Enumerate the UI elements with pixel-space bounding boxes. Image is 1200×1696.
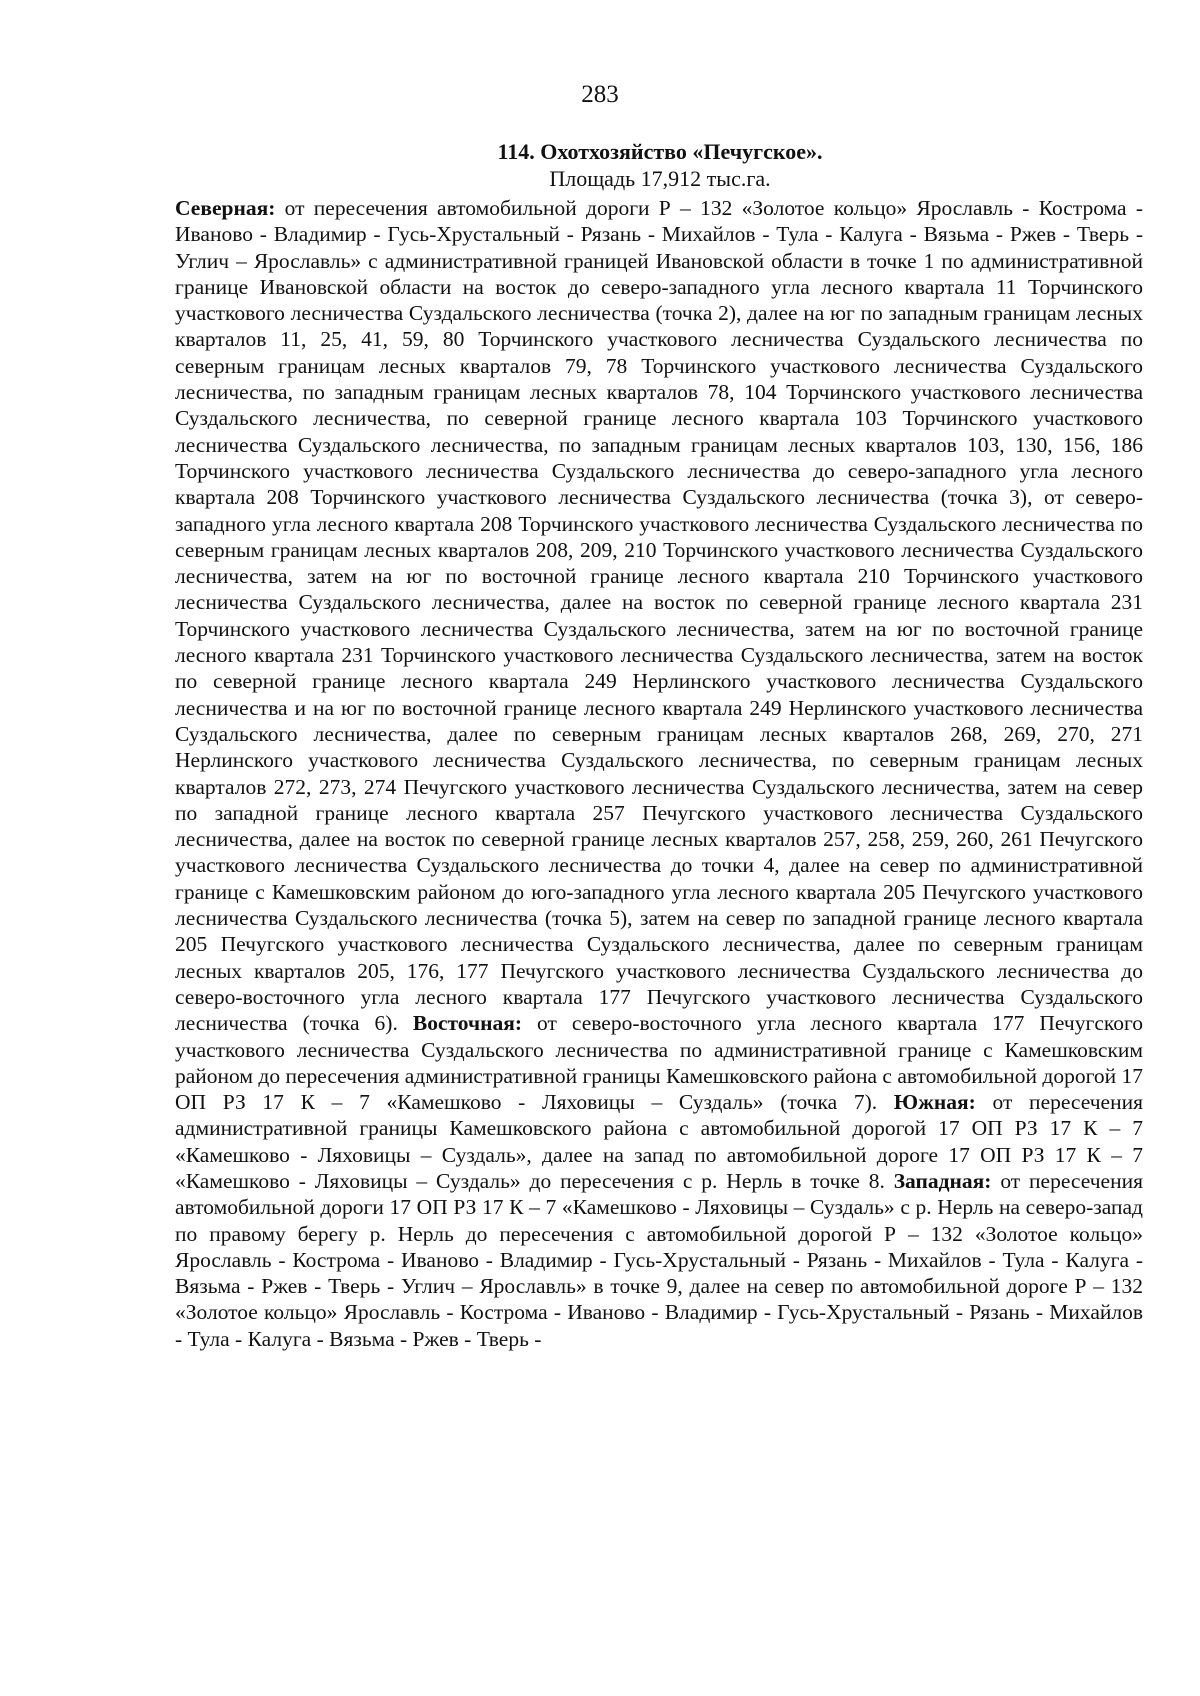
boundary-description bbox=[175, 195, 1143, 1352]
north-text: от пересечения автомобильной дороги Р – 132 «Золотое кольцо» Ярославль - Кострома - Иваново - Владимир - Гусь-Хрустальный - Рязань - Михайлов - Тула - Калуга - Вязьма - Ржев - Тверь - Углич – Ярославль» с административной границей Ивановской области в точке 1 по административной границе Ивановской области на восток до северо-западного угла лесного квартала 11 Торчинского участкового лесничества Суздальского лесничества (точка 2), далее на юг по западным границам лесных кварталов 11, 25, 41, 59, 80 Торчинского участкового лесничества Суздальского лесничества по северным границам лесных кварталов 79, 78 Торчинского участкового лесничества Суздальского лесничества, по западным границам лесных кварталов 78, 104 Торчинского участкового лесничества Суздальского лесничества, по северной границе лесного квартала 103 Торчинского участкового лесничества Суздальского лесничества, по западным границам лесных кварталов 103, 130, 156, 186 Торчинского участкового лесничества Суздальского лесничества до северо-западного угла лесного квартала 208 Торчинского участкового лесничества Суздальского лесничества (точка 3), от северо-западного угла лесного квартала 208 Торчинского участкового лесничества Суздальского лесничества по северным границам лесных кварталов 208, 209, 210 Торчинского участкового лесничества Суздальского лесничества, затем на юг по восточной границе лесного квартала 210 Торчинского участкового лесничества Суздальского лесничества, далее на восток по северной границе лесного квартала 231 Торчинского участкового лесничества Суздальского лесничества, затем на юг по восточной границе лесного квартала 231 Торчинского участкового лесничества Суздальского лесничества, затем на восток по северной границе лесного квартала 249 Нерлинского участкового лесничества Суздальского лесничества и на юг по восточной границе лесного квартала 249 Нерлинского участкового лесничества Суздальского лесничества, далее по северным границам лесных кварталов 268, 269, 270, 271 Нерлинского участкового лесничества Суздальского лесничества, по северным границам лесных кварталов 272, 273, 274 Печугского участкового лесничества Суздальского лесничества, затем на север по западной границе лесного квартала 257 Печугского участкового лесничества Суздальского лесничества, далее на восток по северной границе лесных кварталов 257, 258, 259, 260, 261 Печугского участкового лесничества Суздальского лесничества до точки 4, далее на север по административной границе с Камешковским районом до юго-западного угла лесного квартала 205 Печугского участкового лесничества Суздальского лесничества (точка 5), затем на север по западной границе лесного квартала 205 Печугского участкового лесничества Суздальского лесничества, далее по северным границам лесных кварталов 205, 176, 177 Печугского участкового лесничества Суздальского лесничества до северо-восточного угла лесного квартала 177 Печугского участкового лесничества Суздальского лесничества (точка 6). bbox=[175, 196, 1143, 1036]
page-number: 283 bbox=[581, 81, 619, 108]
area-line: Площадь 17,912 тыс.га. bbox=[549, 166, 771, 191]
east-text: от северо-восточного угла лесного квартала 177 Печугского участкового лесничества Суздальского лесничества по административной границе с Камешковским районом до пересечения административной границы Камешковского района с автомобильной дорогой 17 ОП РЗ 17 К – 7 «Камешково - Ляховицы – Суздаль» (точка 7). bbox=[175, 1011, 1144, 1115]
east-label: Восточная: bbox=[412, 1011, 523, 1036]
document-heading: 114. Охотхозяйство «Печугское». bbox=[497, 139, 823, 164]
west-label: Западная: bbox=[893, 1168, 992, 1193]
south-text: от пересечения административной границы Камешковского района с автомобильной дорогой 17 ОП РЗ 17 К – 7 «Камешково - Ляховицы – Суздаль», далее на запад по автомобильной дороге 17 ОП РЗ 17 К – 7 «Камешково - Ляховицы – Суздаль» до пересечения с р. Нерль в точке 8. bbox=[175, 1090, 1144, 1193]
south-label: Южная: bbox=[893, 1090, 976, 1115]
west-text: от пересечения автомобильной дороги 17 ОП РЗ 17 К – 7 «Камешково - Ляховицы – Суздаль» с р. Нерль на северо-запад по правому берегу р. Нерль до пересечения с автомобильной дорогой Р – 132 «Золотое кольцо» Ярославль - Кострома - Иваново - Владимир - Гусь-Хрустальный - Рязань - Михайлов - Тула - Калуга - Вязьма - Ржев - Тверь - Углич – Ярославль» в точке 9, далее на север по автомобильной дороге Р – 132 «Золотое кольцо» Ярославль - Кострома - Иваново - Владимир - Гусь-Хрустальный - Рязань - Михайлов - Тула - Калуга - Вязьма - Ржев - Тверь - bbox=[175, 1168, 1143, 1351]
north-label: Северная: bbox=[175, 196, 276, 220]
